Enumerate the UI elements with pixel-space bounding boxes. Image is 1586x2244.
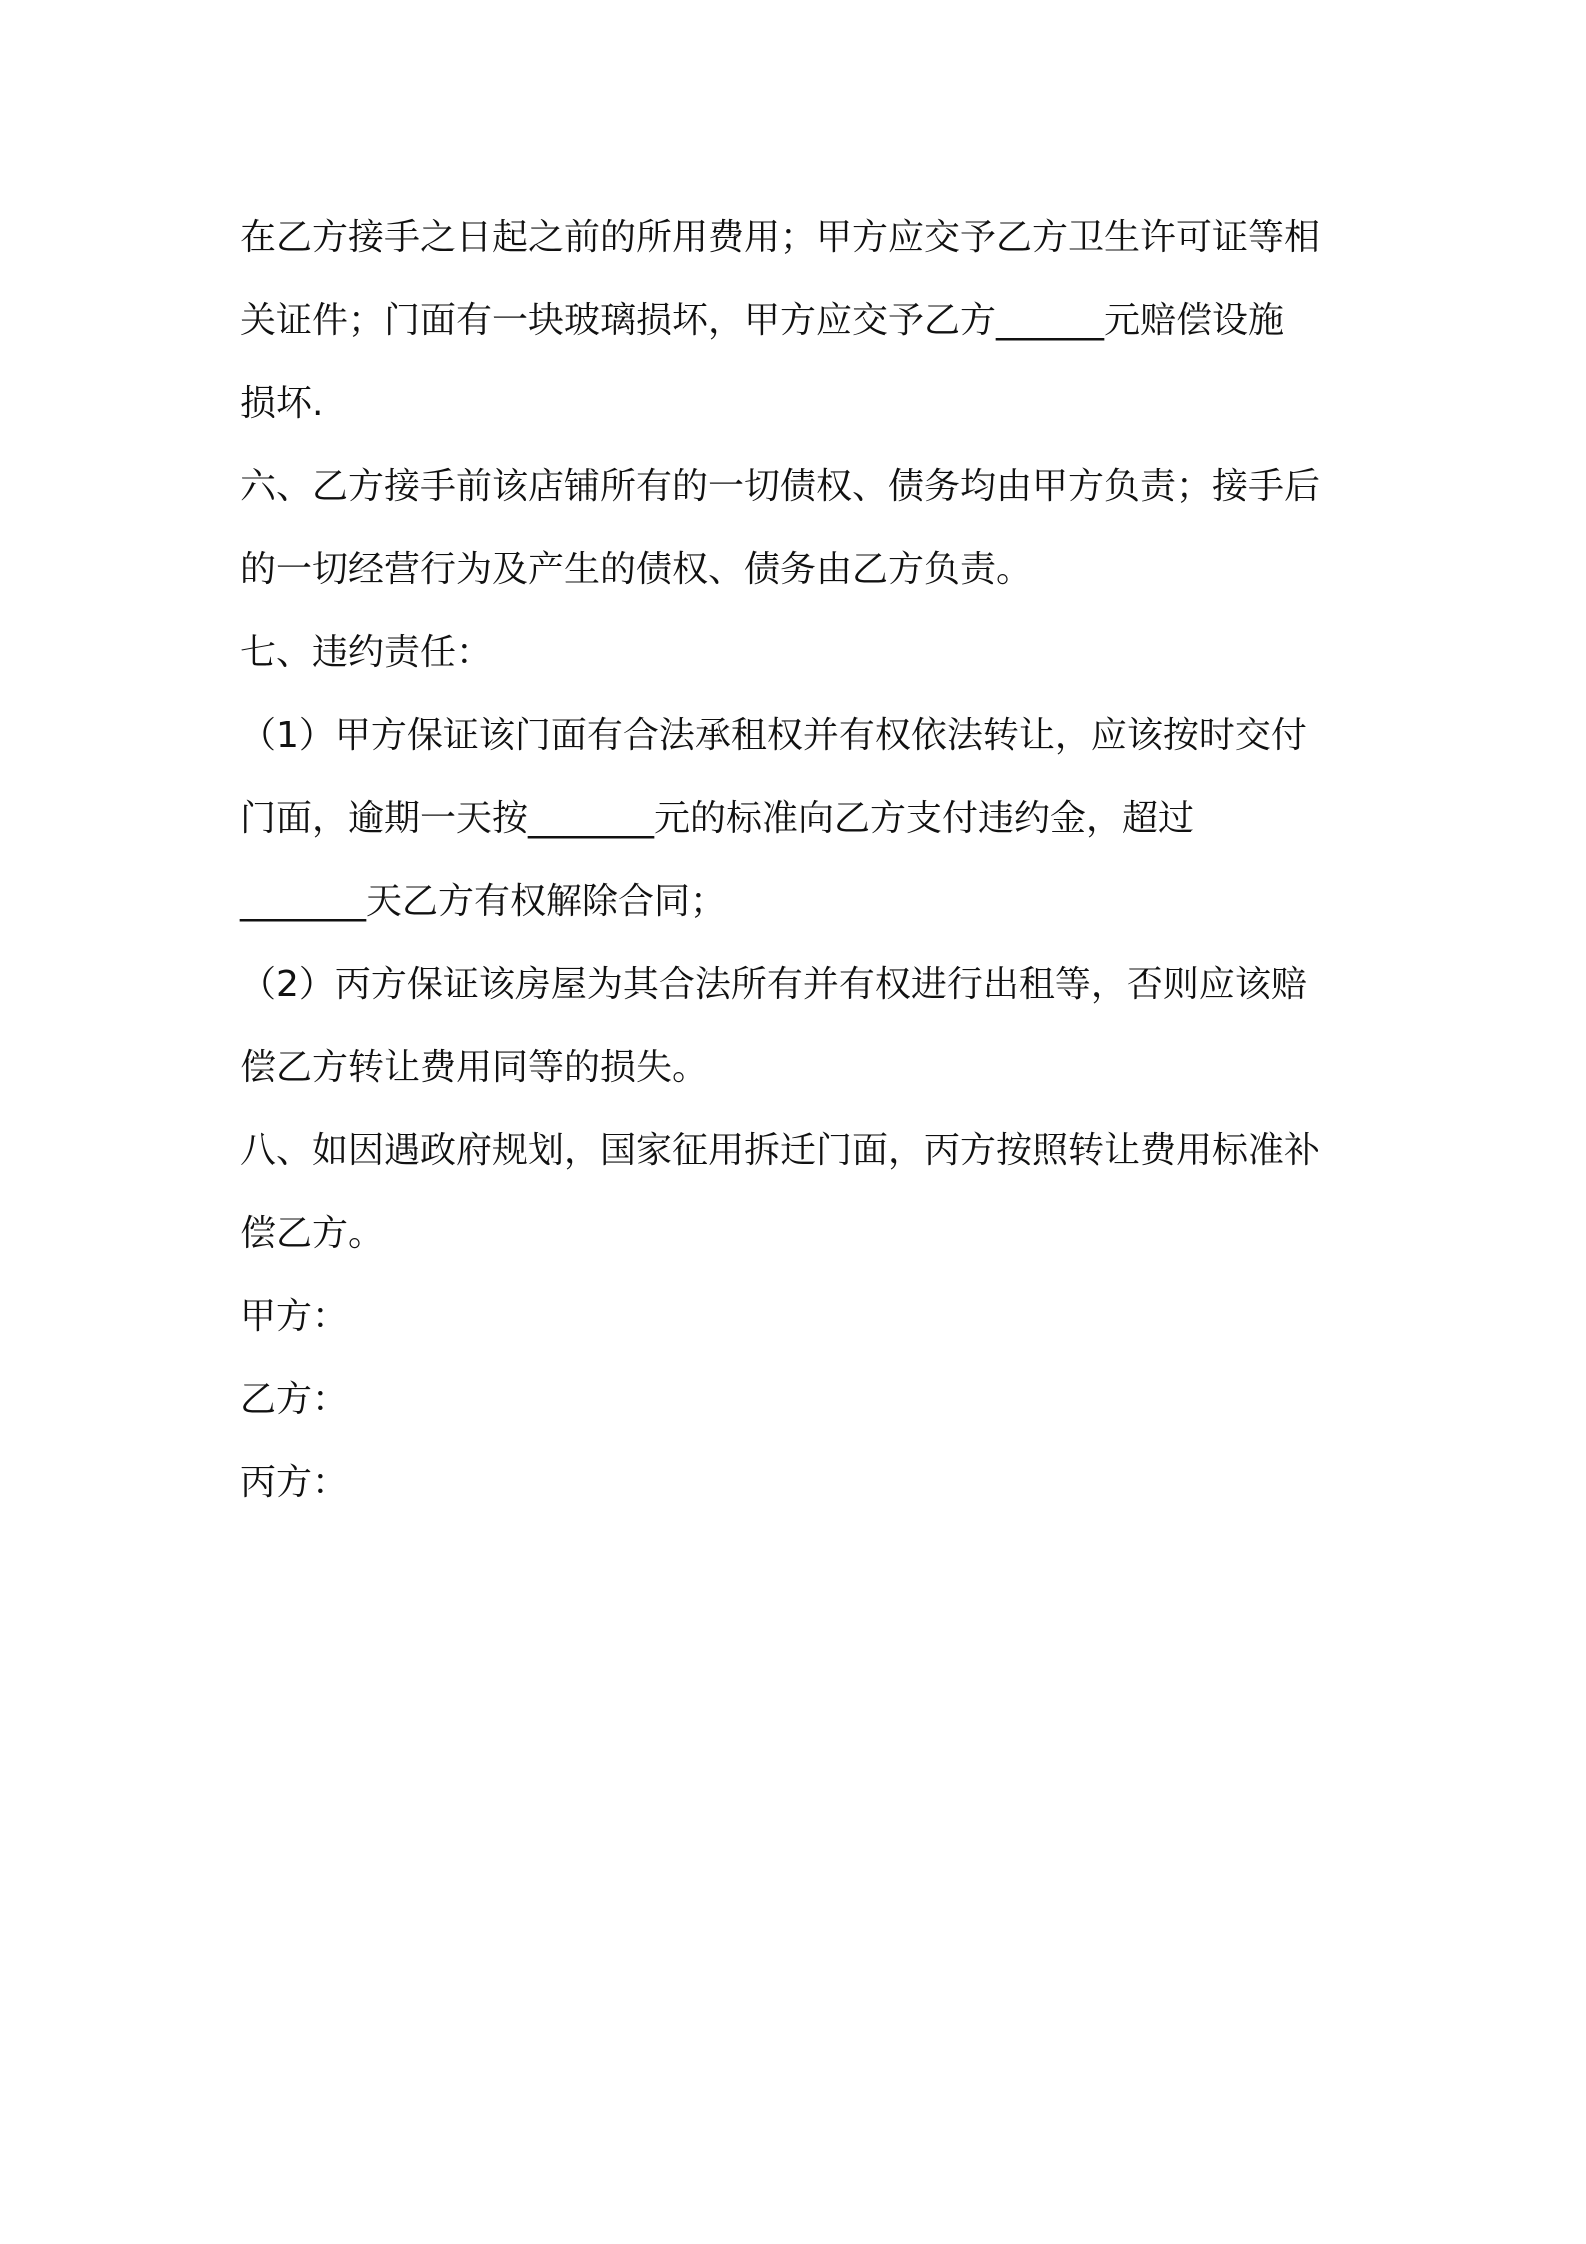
clause-six-line: 的一切经营行为及产生的债权、债务由乙方负责。 (240, 549, 1033, 590)
document-body (240, 196, 1370, 1524)
clause-eight-line: 八、如因遇政府规划，国家征用拆迁门面，丙方按照转让费用标准补 (240, 1130, 1321, 1171)
party-a-signature: 甲方： (240, 1296, 349, 1337)
clause-seven-item-1-line: _______天乙方有权解除合同； (240, 881, 727, 922)
clause-seven-item-1-line: 门面，逾期一天按_______元的标准向乙方支付违约金，超过 (240, 798, 1195, 839)
clause-seven-item-2-line: （2）丙方保证该房屋为其合法所有并有权进行出租等，否则应该赔 (240, 964, 1307, 1005)
paragraph-line: 在乙方接手之日起之前的所用费用；甲方应交予乙方卫生许可证等相 (240, 217, 1321, 258)
clause-seven-heading: 七、违约责任： (240, 632, 493, 673)
paragraph-line: 损坏. (240, 383, 324, 424)
paragraph-line: 关证件；门面有一块玻璃损坏，甲方应交予乙方______元赔偿设施 (240, 300, 1285, 341)
party-b-signature: 乙方： (240, 1379, 349, 1420)
clause-six-line: 六、乙方接手前该店铺所有的一切债权、债务均由甲方负责；接手后 (240, 466, 1321, 507)
clause-eight-line: 偿乙方。 (240, 1213, 385, 1254)
party-c-signature: 丙方： (240, 1462, 349, 1503)
clause-seven-item-2-line: 偿乙方转让费用同等的损失。 (240, 1047, 709, 1088)
clause-seven-item-1-line: （1）甲方保证该门面有合法承租权并有权依法转让，应该按时交付 (240, 715, 1307, 756)
